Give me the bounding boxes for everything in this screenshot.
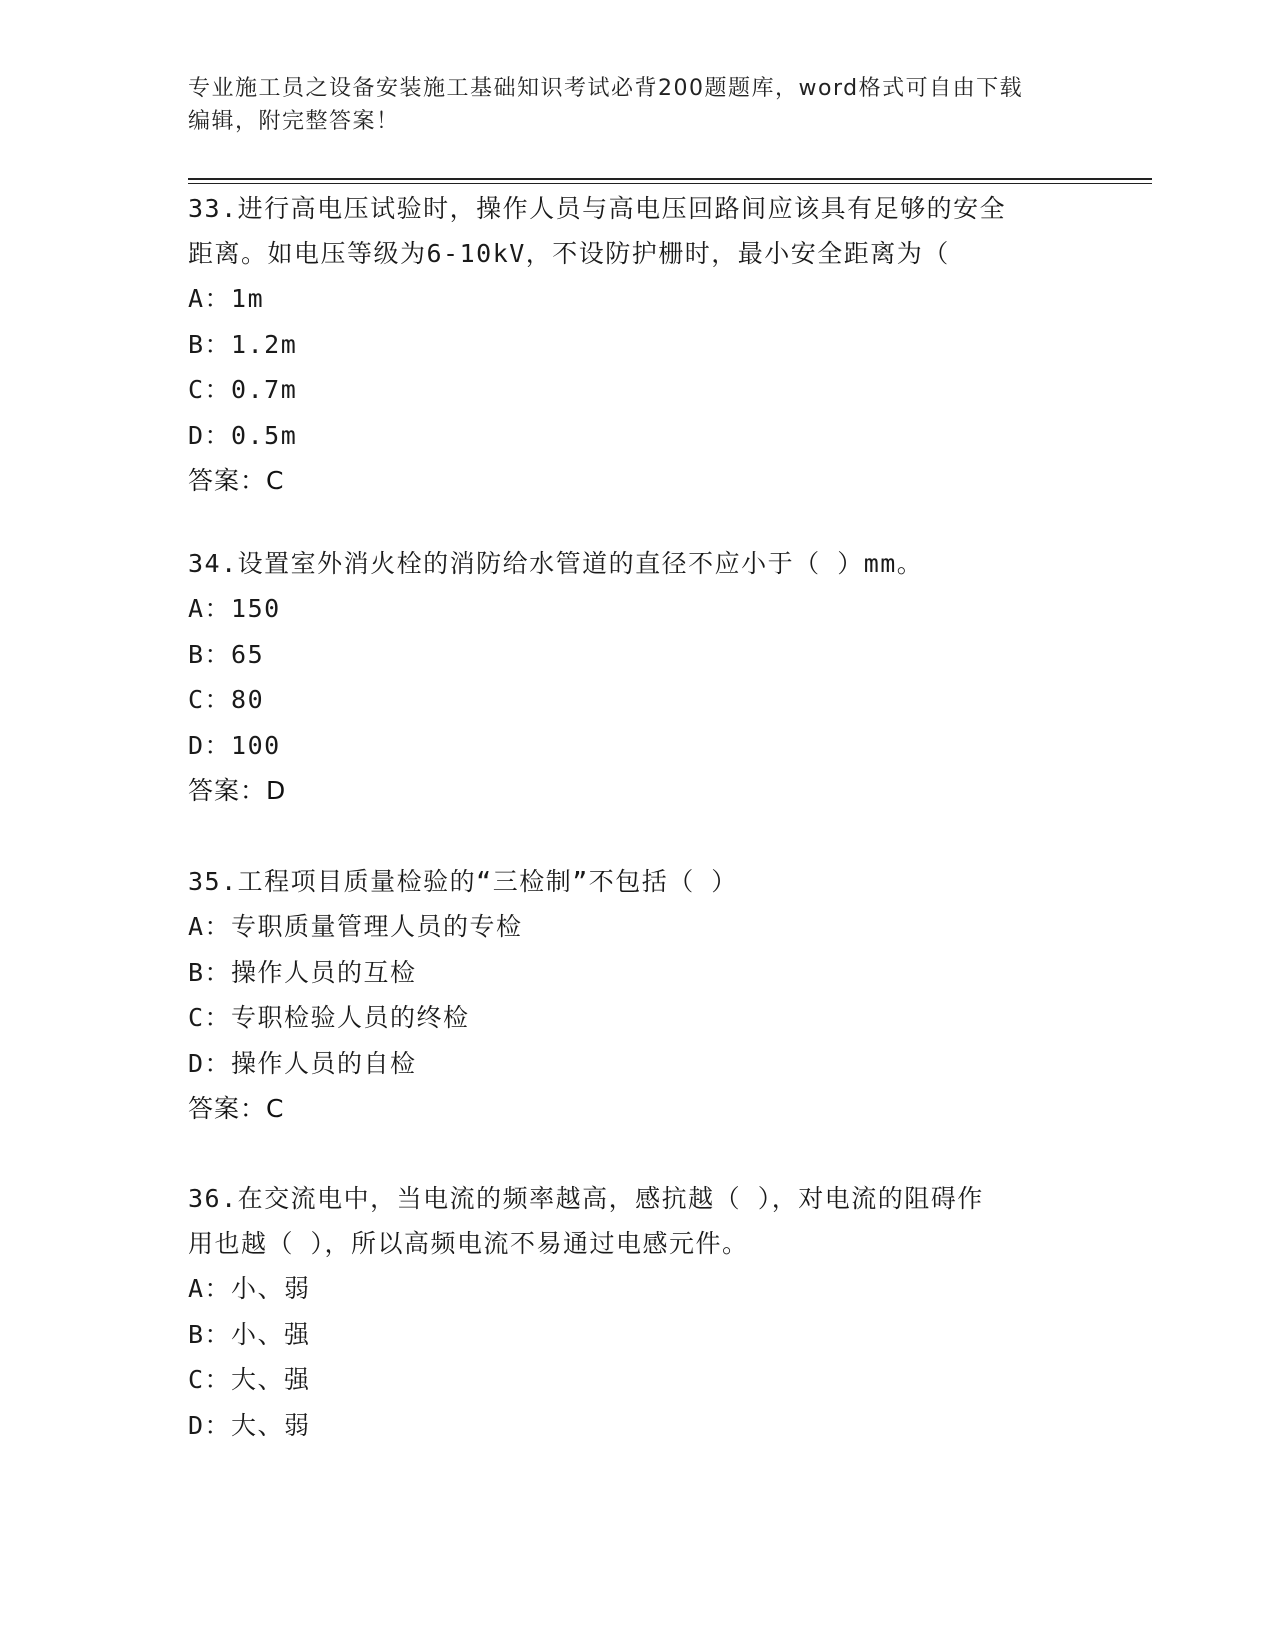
header-line-1: 专业施工员之设备安装施工基础知识考试必背200题题库，word格式可自由下载 — [188, 76, 1024, 101]
header-divider-thin — [188, 183, 1152, 184]
header-divider-thick — [188, 178, 1152, 180]
option-d: D：0.5m — [188, 420, 298, 450]
answer-label: 答案：C — [188, 1094, 285, 1123]
option-c: C：大、强 — [188, 1365, 311, 1394]
answer-label: 答案：D — [188, 776, 287, 805]
option-c: C：0.7m — [188, 375, 298, 404]
option-b: B：操作人员的互检 — [188, 957, 417, 987]
question-stem-line: 35.工程项目质量检验的“三检制”不包括（ ） — [188, 867, 738, 896]
option-b: B：1.2m — [188, 329, 298, 359]
question-33 — [188, 186, 1088, 503]
question-35 — [188, 859, 1088, 1131]
option-c: C：专职检验人员的终检 — [188, 1003, 470, 1032]
option-d: D：操作人员的自检 — [188, 1048, 417, 1078]
option-a: A：专职质量管理人员的专检 — [188, 912, 523, 941]
option-a: A：1m — [188, 284, 265, 313]
question-36 — [188, 1176, 1088, 1448]
header-line-2: 编辑，附完整答案！ — [188, 109, 400, 134]
question-stem-line: 33.进行高电压试验时，操作人员与高电压回路间应该具有足够的安全 — [188, 194, 1007, 223]
option-a: A：小、弱 — [188, 1274, 311, 1303]
option-a: A：150 — [188, 594, 281, 623]
question-stem-line: 距离。如电压等级为6-10kV，不设防护栅时，最小安全距离为（ — [188, 239, 950, 268]
option-c: C：80 — [188, 685, 265, 714]
question-34 — [188, 541, 1088, 813]
option-d: D：100 — [188, 730, 281, 760]
question-stem-line: 用也越（ ），所以高频电流不易通过电感元件。 — [188, 1229, 749, 1258]
document-header — [188, 72, 1088, 138]
question-stem-line: 36.在交流电中，当电流的频率越高，感抗越（ ），对电流的阻碍作 — [188, 1184, 984, 1213]
option-b: B：小、强 — [188, 1319, 311, 1349]
option-d: D：大、弱 — [188, 1410, 311, 1440]
question-stem-line: 34.设置室外消火栓的消防给水管道的直径不应小于（ ）mm。 — [188, 549, 924, 578]
option-b: B：65 — [188, 639, 265, 669]
answer-label: 答案：C — [188, 466, 285, 495]
